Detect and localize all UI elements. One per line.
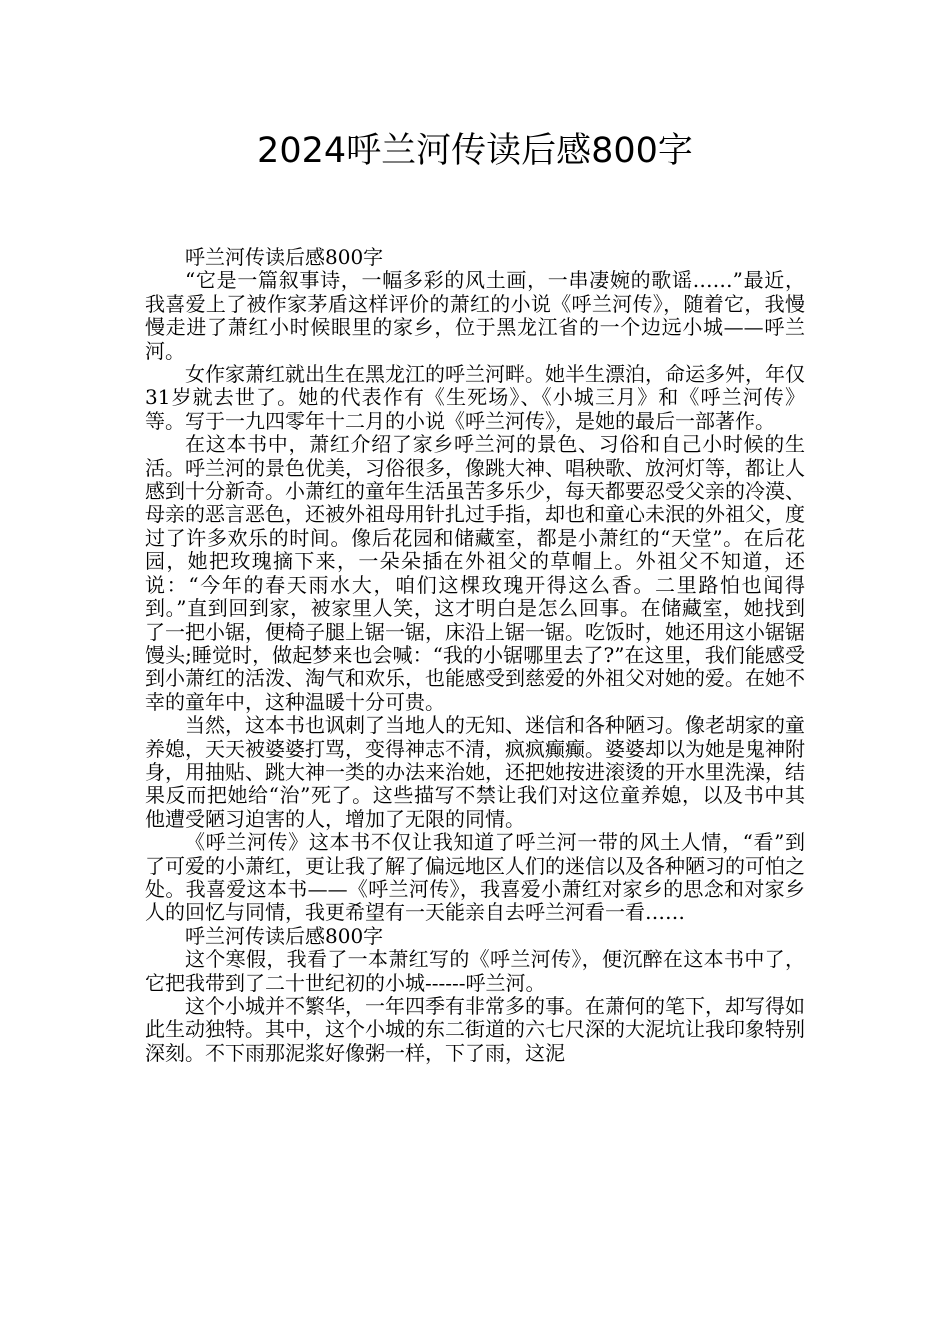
paragraph: 当然，这本书也讽刺了当地人的无知、迷信和各种陋习。像老胡家的童养媳，天天被婆婆打骂，变得神志不清，疯疯癫癫。婆婆却以为她是鬼神附身，用抽贴、跳大神一类的办法来治她，还把她按进滚烫的开水里洗澡，结果反而把她给“治”死了。这些描写不禁让我们对这位童养媳，以及书中其他遭受陋习迫害的人，增加了无限的同情。 [145, 713, 805, 831]
section-heading: 呼兰河传读后感800字 [185, 245, 384, 269]
section-heading: 呼兰河传读后感800字 [185, 923, 384, 948]
paragraph: 这个寒假，我看了一本萧红写的《呼兰河传》，便沉醉在这本书中了，它把我带到了二十世纪初的小城------呼兰河。 [145, 947, 805, 995]
paragraph: 这个小城并不繁华，一年四季有非常多的事。在萧何的笔下，却写得如此生动独特。其中，这个小城的东二街道的六七尺深的大泥坑让我印象特别深刻。不下雨那泥浆好像粥一样，下了雨，这泥 [145, 994, 805, 1065]
paragraph: 女作家萧红就出生在黑龙江的呼兰河畔。她半生漂泊，命运多舛，年仅31岁就去世了。她的代表作有《生死场》、《小城三月》和《呼兰河传》等。写于一九四零年十二月的小说《呼兰河传》，是她的最后一部著作。 [145, 362, 805, 433]
paragraph: “它是一篇叙事诗，一幅多彩的风土画，一串凄婉的歌谣……”最近，我喜爱上了被作家茅盾这样评价的萧红的小说《呼兰河传》，随着它，我慢慢走进了萧红小时候眼里的家乡，位于黑龙江省的一个边远小城——呼兰河。 [145, 268, 805, 363]
paragraph: 在这本书中，萧红介绍了家乡呼兰河的景色、习俗和自己小时候的生活。呼兰河的景色优美，习俗很多，像跳大神、唱秧歌、放河灯等，都让人感到十分新奇。小萧红的童年生活虽苦多乐少，每天都要忍受父亲的冷漠、母亲的恶言恶色，还被外祖母用针扎过手指，却也和童心未泯的外祖父，度过了许多欢乐的时间。像后花园和储藏室，都是小萧红的“天堂”。在后花园，她把玫瑰摘下来，一朵朵插在外祖父的草帽上。外祖父不知道，还说：“今年的春天雨水大，咱们这棵玫瑰开得这么香。二里路怕也闻得到。”直到回到家，被家里人笑，这才明白是怎么回事。在储藏室，她找到了一把小锯，便椅子腿上锯一锯，床沿上锯一锯。吃饭时，她还用这小锯锯馒头;睡觉时，做起梦来也会喊：“我的小锯哪里去了?”在这里，我们能感受到小萧红的活泼、淘气和欢乐，也能感受到慈爱的外祖父对她的爱。在她不幸的童年中，这种温暖十分可贵。 [145, 432, 805, 714]
document-title: 2024呼兰河传读后感800字 [257, 131, 693, 171]
document-body [145, 246, 805, 1065]
paragraph: 《呼兰河传》这本书不仅让我知道了呼兰河一带的风土人情，“看”到了可爱的小萧红，更让我了解了偏远地区人们的迷信以及各种陋习的可怕之处。我喜爱这本书——《呼兰河传》，我喜爱小萧红对家乡的思念和对家乡人的回忆与同情，我更希望有一天能亲自去呼兰河看一看…… [145, 830, 805, 925]
